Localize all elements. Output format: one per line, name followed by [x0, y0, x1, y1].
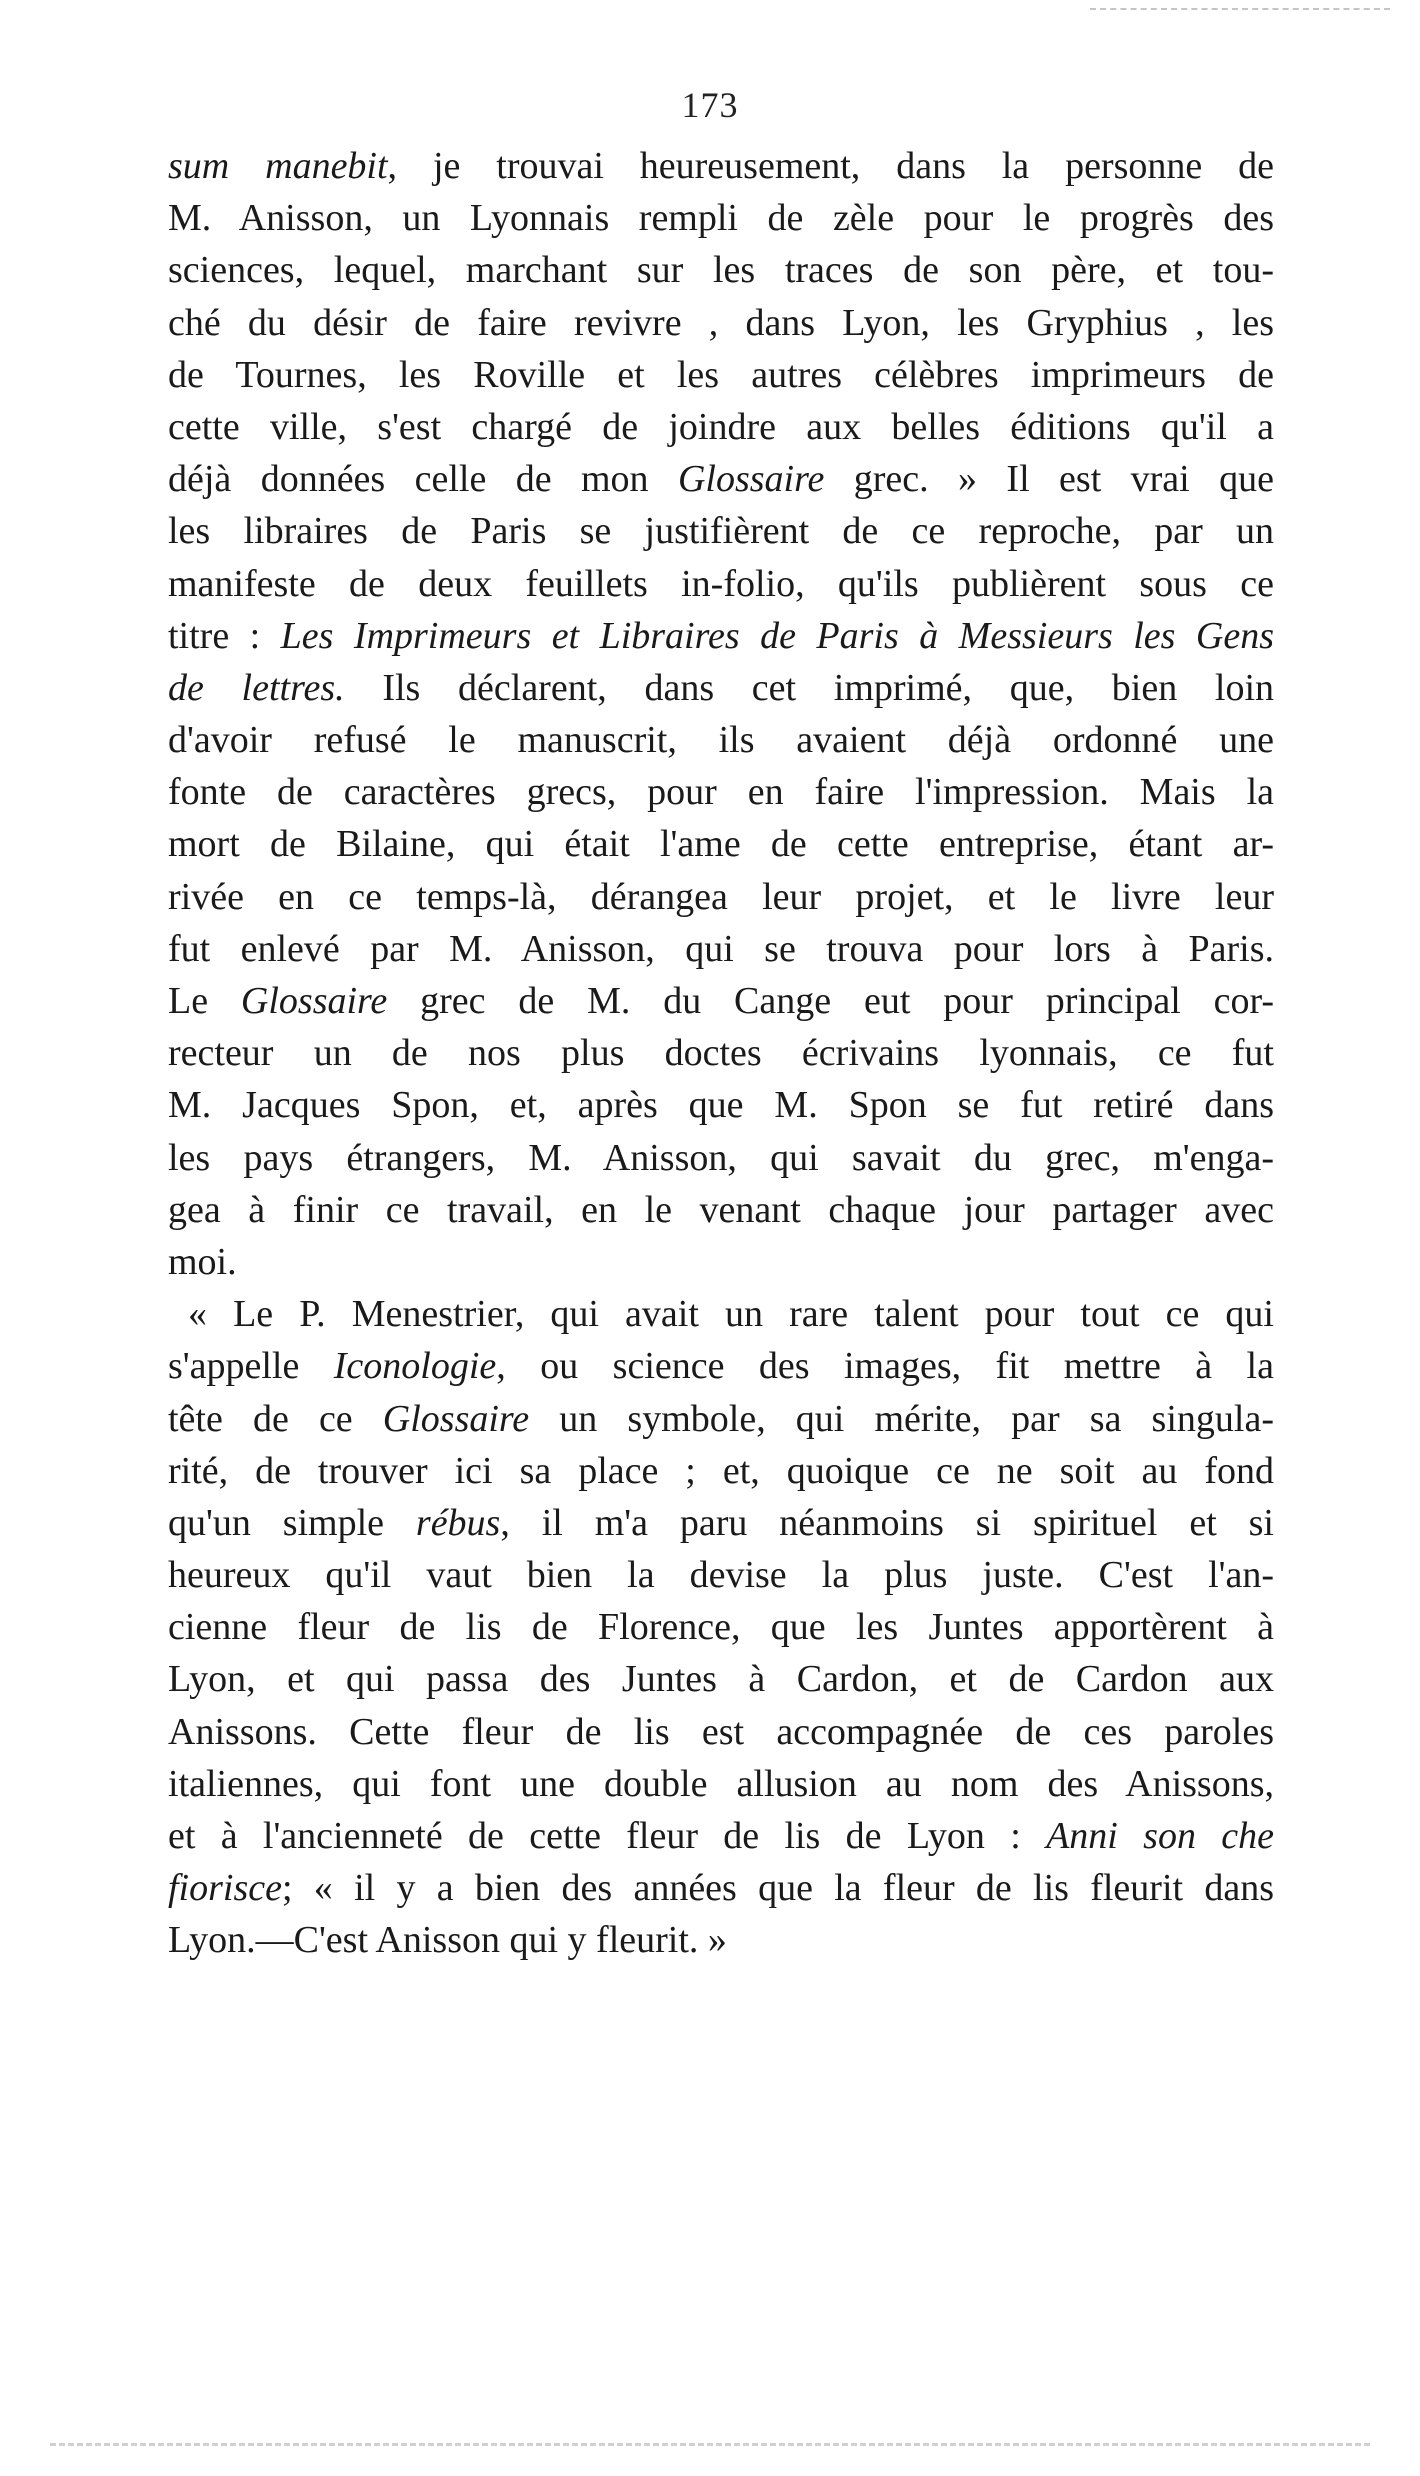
text-line [168, 1862, 1274, 1914]
text-segment: déjà données celle de mon [168, 458, 678, 501]
text-segment: , il m'a paru néanmoins si spirituel et si [500, 1501, 1274, 1544]
text-segment: mort de Bilaine, qui était l'ame de cette entreprise, étant ar- [168, 823, 1274, 866]
text-segment: d'avoir refusé le manuscrit, ils avaient déjà ordonné une [168, 719, 1274, 762]
text-line [168, 192, 1274, 244]
text-line [168, 1601, 1274, 1653]
text-line [168, 610, 1274, 662]
text-segment: heureux qu'il vaut bien la devise la plus juste. C'est l'an- [168, 1554, 1274, 1597]
italic-text: Glossaire [677, 458, 825, 501]
text-segment: ché du désir de faire revivre , dans Lyon, les Gryphius , les [168, 301, 1274, 344]
text-line [168, 1079, 1274, 1131]
italic-text: sum manebit [168, 145, 388, 187]
text-segment: un symbole, qui mérite, par sa singula- [529, 1397, 1274, 1440]
text-line [168, 453, 1274, 505]
text-line [168, 505, 1274, 557]
text-line [168, 244, 1274, 296]
italic-text: Anni son che [1046, 1815, 1274, 1857]
text-segment: moi. [168, 1240, 237, 1283]
text-segment: sciences, lequel, marchant sur les traces de son père, et tou- [168, 249, 1274, 292]
text-segment: fonte de caractères grecs, pour en faire l'impression. Mais la [168, 771, 1274, 814]
text-line [168, 1288, 1274, 1340]
italic-text: fiorisce [168, 1867, 282, 1910]
text-line [168, 1706, 1274, 1758]
text-segment: Lyon, et qui passa des Juntes à Cardon, et de Cardon aux [168, 1658, 1274, 1701]
text-segment: italiennes, qui font une double allusion au nom des Anissons, [168, 1762, 1274, 1805]
text-segment: fut enlevé par M. Anisson, qui se trouva pour lors à Paris. [168, 927, 1274, 970]
text-segment: grec. » Il est vrai que [824, 458, 1274, 501]
text-segment: de Tournes, les Roville et les autres célèbres imprimeurs de [168, 353, 1274, 396]
text-line [168, 297, 1274, 349]
italic-text: Glossaire [240, 980, 388, 1022]
page-number: 173 [681, 85, 739, 125]
italic-text: de lettres. [168, 666, 345, 709]
text-line [168, 558, 1274, 610]
text-line [168, 871, 1274, 923]
text-segment: les pays étrangers, M. Anisson, qui savait du grec, m'enga- [168, 1136, 1274, 1179]
text-segment: Anissons. Cette fleur de lis est accompagnée de ces paroles [168, 1710, 1274, 1753]
text-line [168, 1393, 1274, 1445]
text-segment: et à l'ancienneté de cette fleur de lis de Lyon : [168, 1815, 1047, 1857]
text-segment: Le [168, 980, 241, 1022]
text-segment: Ils déclarent, dans cet imprimé, que, bien loin [344, 666, 1274, 709]
italic-text: Les Imprimeurs et Libraires de Paris à Messieurs les Gens [280, 614, 1274, 657]
text-line [168, 1549, 1274, 1601]
text-line [168, 1758, 1274, 1810]
text-segment: « Le P. Menestrier, qui avait un rare talent pour tout ce qui [188, 1293, 1274, 1336]
text-segment: gea à finir ce travail, en le venant chaque jour partager avec [168, 1188, 1274, 1231]
italic-text: Glossaire [382, 1397, 530, 1440]
text-line [168, 1236, 1274, 1288]
text-segment: Lyon.—C'est Anisson qui y fleurit. » [168, 1919, 727, 1962]
body-text [168, 140, 1274, 1967]
italic-text: rébus [415, 1501, 501, 1544]
top-edge-marks [1090, 8, 1390, 16]
text-line [168, 1184, 1274, 1236]
text-segment: les libraires de Paris se justifièrent de ce reproche, par un [168, 510, 1274, 553]
text-segment: , ou science des images, fit mettre à la [496, 1345, 1274, 1388]
text-line [168, 349, 1274, 401]
text-segment: qu'un simple [168, 1501, 416, 1544]
text-line [168, 714, 1274, 766]
text-line [168, 975, 1274, 1027]
text-segment: grec de M. du Cange eut pour principal cor- [387, 980, 1274, 1022]
text-line [168, 818, 1274, 870]
text-segment: rivée en ce temps-là, dérangea leur projet, et le livre leur [168, 875, 1274, 918]
text-line [168, 1132, 1274, 1184]
text-line [168, 923, 1274, 975]
text-segment: recteur un de nos plus doctes écrivains lyonnais, ce fut [168, 1032, 1274, 1075]
text-line [168, 1914, 1274, 1966]
text-segment: , je trouvai heureusement, dans la personne de [387, 145, 1274, 187]
text-line [168, 766, 1274, 818]
text-segment: M. Anisson, un Lyonnais rempli de zèle pour le progrès des [168, 197, 1274, 240]
text-line [168, 1497, 1274, 1549]
text-line [168, 401, 1274, 453]
text-segment: rité, de trouver ici sa place ; et, quoique ce ne soit au fond [168, 1449, 1274, 1492]
text-segment: M. Jacques Spon, et, après que M. Spon se fut retiré dans [168, 1084, 1274, 1127]
text-segment: cette ville, s'est chargé de joindre aux belles éditions qu'il a [168, 405, 1274, 448]
text-line [168, 1810, 1274, 1862]
text-segment: s'appelle [168, 1345, 334, 1388]
text-segment: cienne fleur de lis de Florence, que les Juntes apportèrent à [168, 1606, 1274, 1649]
bottom-edge-marks [50, 2443, 1370, 2452]
text-segment: ; « il y a bien des années que la fleur de lis fleurit dans [281, 1867, 1274, 1910]
text-line [168, 1027, 1274, 1079]
text-segment: titre : [168, 614, 281, 657]
text-line [168, 1340, 1274, 1392]
text-line [168, 1445, 1274, 1497]
text-line [168, 1653, 1274, 1705]
text-line [168, 662, 1274, 714]
text-segment: manifeste de deux feuillets in-folio, qu'ils publièrent sous ce [168, 562, 1274, 605]
text-segment: tête de ce [168, 1397, 383, 1440]
text-line [168, 140, 1274, 192]
italic-text: Iconologie [333, 1345, 497, 1388]
